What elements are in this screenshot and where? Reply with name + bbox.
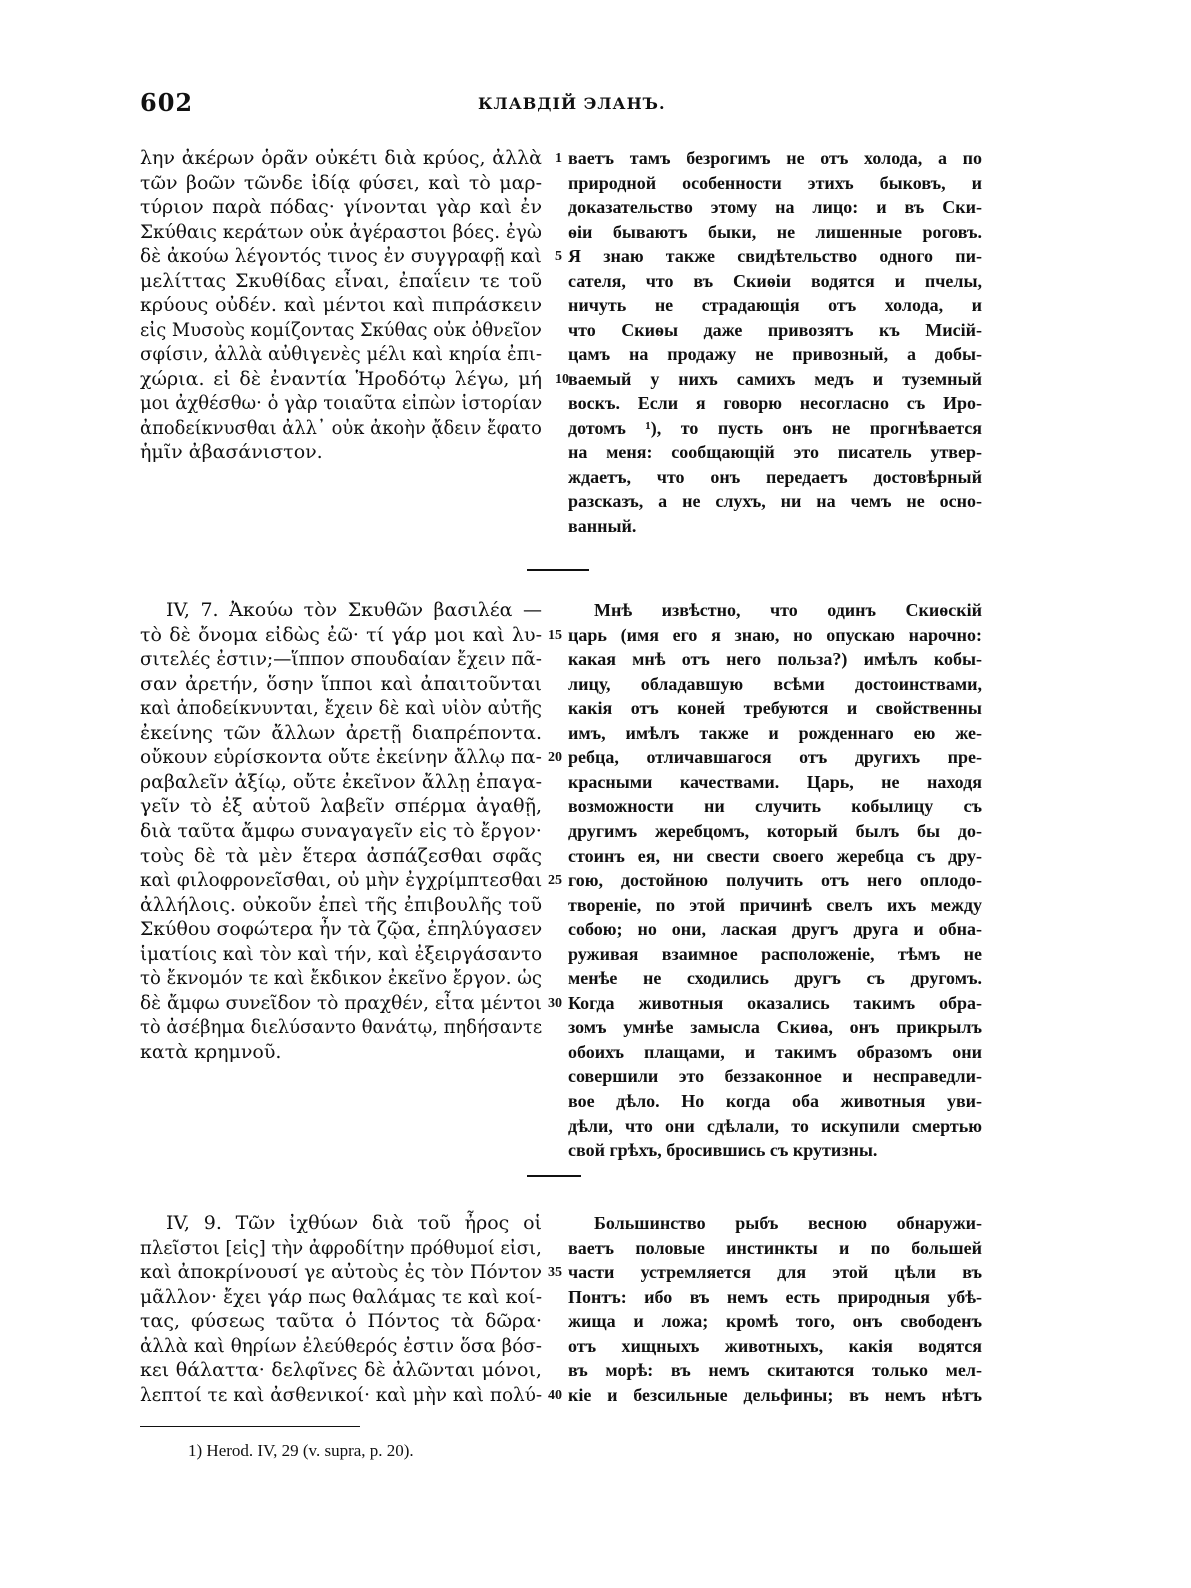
russian-translation-line: Когда животныя оказались такимъ обра- bbox=[568, 993, 982, 1013]
line-number: 5 bbox=[555, 249, 562, 264]
greek-text-line: ἐκείνης τῶν ἄλλων ἀρετῇ διαπρέποντα. bbox=[140, 722, 542, 744]
greek-text-line: σφίσιν, ἀλλὰ αὐθιγενὲς μέλι καὶ κηρία ἐπι- bbox=[140, 343, 543, 365]
greek-text-line: δὲ ἀκούω λέγοντός τινος ἐν συγγραφῇ καὶ bbox=[140, 245, 542, 267]
russian-translation-line: въ морѣ: въ немъ скитаются только мел- bbox=[568, 1360, 982, 1380]
greek-text-line: ἀποδείκνυσθαι ἀλλ᾽ οὐκ ἀκοὴν ᾄδειν ἔφατο bbox=[140, 417, 542, 439]
greek-text-line: μοι ἀχθέσθω· ὁ γὰρ τοιαῦτα εἰπὼν ἱστορίαν bbox=[140, 392, 543, 414]
russian-translation-line: имъ, имѣлъ также и рожденнаго ею же- bbox=[568, 723, 983, 743]
greek-text-line: Σκύθου σοφώτερα ἦν τὰ ζῷα, ἐπηλύγασεν bbox=[140, 918, 543, 940]
line-number: 30 bbox=[548, 996, 562, 1011]
footnote-rule bbox=[140, 1426, 360, 1427]
russian-translation-line: свой грѣхъ, бросившись съ крутизны. bbox=[568, 1140, 878, 1160]
russian-translation-line: красными качествами. Царь, не находя bbox=[568, 772, 982, 792]
greek-text-line: IV, 7. Ἀκούω τὸν Σκυθῶν βασιλέα — bbox=[166, 599, 543, 621]
greek-text-line: τοὺς δὲ τὰ μὲν ἕτερα ἀσπάζεσθαι σφᾶς bbox=[140, 845, 543, 867]
russian-translation-line: Большинство рыбъ весною обнаружи- bbox=[594, 1213, 982, 1233]
russian-translation-line: природной особенности этихъ быковъ, и bbox=[568, 173, 982, 193]
russian-translation-line: руживая взаимное расположеніе, тѣмъ не bbox=[568, 944, 983, 964]
russian-translation-line: стоинъ ея, ни свести своего жеребца съ дру- bbox=[568, 846, 982, 866]
russian-translation-line: воскъ. Если я говорю несогласно съ Иро- bbox=[568, 393, 983, 413]
greek-text-line: μελίττας Σκυθίδας εἶναι, ἐπαΐειν τε τοῦ bbox=[140, 270, 543, 292]
russian-translation-line: ваемый у нихъ самихъ медъ и туземный bbox=[568, 369, 982, 389]
russian-translation-line: что Скиѳы даже привозятъ къ Мисій- bbox=[568, 320, 982, 340]
greek-text-line: μᾶλλον· ἔχει γάρ πως θαλάμας τε καὶ κοί- bbox=[140, 1286, 543, 1308]
greek-text-line: πλεῖστοι [εἰς] τὴν ἀφροδίτην πρόθυμοί εἰσι, bbox=[140, 1237, 542, 1259]
line-number: 25 bbox=[548, 873, 562, 888]
greek-text-line: καὶ ἀποκρίνουσί γε αὐτοὺς ἐς τὸν Πόντον bbox=[140, 1261, 543, 1283]
greek-text-line: καὶ ἀποδείκνυνται, ἔχειν δὲ καὶ υἱὸν αὐτῆς bbox=[140, 697, 542, 719]
russian-translation-line: кіе и безсильные дельфины; въ немъ нѣтъ bbox=[568, 1385, 983, 1405]
russian-translation-line: царь (имя его я знаю, но опускаю нарочно: bbox=[568, 625, 983, 645]
greek-text-line: ἱματίοις καὶ τὸν καὶ τήν, καὶ ἐξειργάσαντο bbox=[140, 943, 543, 965]
russian-translation-line: Я знаю также свидѣтельство одного пи- bbox=[568, 246, 982, 266]
russian-translation-line: ваетъ половые инстинкты и по большей bbox=[568, 1238, 982, 1258]
russian-translation-line: части устремляется для этой цѣли въ bbox=[568, 1262, 982, 1282]
greek-text-line: χώρια. εἰ δὲ ἐναντία Ἡροδότῳ λέγω, μή bbox=[140, 368, 542, 390]
russian-translation-line: лицу, обладавшую всѣми достоинствами, bbox=[568, 674, 982, 694]
greek-text-line: τῶν βοῶν τῶνδε ἰδίᾳ φύσει, καὶ τὸ μαρ- bbox=[140, 172, 542, 194]
greek-text-line: κρύους οὐδέν. καὶ μέντοι καὶ πιπράσκειν bbox=[140, 294, 542, 316]
page-number: 602 bbox=[140, 88, 194, 117]
greek-text-line: γεῖν τὸ ἐξ αὑτοῦ λαβεῖν σπέρμα ἀγαθῇ, bbox=[140, 795, 543, 817]
russian-translation-line: собою; но они, лаская другъ друга и обна- bbox=[568, 919, 983, 939]
greek-text-line: ἀλλήλοις. οὐκοῦν ἐπεὶ τῆς ἐπιβουλῆς τοῦ bbox=[140, 894, 542, 916]
greek-text-line: τὸ ἔκνομόν τε καὶ ἔκδικον ἐκεῖνο ἔργον. ὡς bbox=[140, 967, 543, 989]
greek-text-line: τας, φύσεως ταῦτα ὁ Πόντος τὰ δῶρα· bbox=[140, 1310, 543, 1332]
russian-translation-line: твореніе, по этой причинѣ свелъ ихъ между bbox=[568, 895, 982, 915]
greek-text-line: κατὰ κρημνοῦ. bbox=[140, 1041, 282, 1063]
russian-translation-line: совершили это беззаконное и несправедли- bbox=[568, 1066, 982, 1086]
greek-text-line: καὶ φιλοφρονεῖσθαι, οὐ μὴν ἐγχρίμπτεσθαι bbox=[140, 869, 543, 891]
section-divider bbox=[527, 569, 589, 571]
greek-text-line: διὰ ταῦτα ἄμφω συναγαγεῖν εἰς τὸ ἔργον· bbox=[140, 820, 542, 842]
greek-text-line: κει θάλαττα· δελφῖνες δὲ ἀλῶνται μόνοι, bbox=[140, 1359, 542, 1381]
russian-translation-line: доказательство этому на лицо: и въ Ски- bbox=[568, 197, 982, 217]
greek-text-line: σαν ἀρετήν, ὅσην ἵπποι καὶ ἀπαιτοῦνται bbox=[140, 673, 542, 695]
russian-translation-line: вое дѣло. Но когда оба животныя уви- bbox=[568, 1091, 983, 1111]
russian-translation-line: гою, достойною получить отъ него оплодо- bbox=[568, 870, 982, 890]
greek-text-line: τύριον παρὰ πόδας· γίνονται γὰρ καὶ ἐν bbox=[140, 196, 543, 218]
line-number: 35 bbox=[548, 1265, 562, 1280]
russian-translation-line: менѣе не сходились другъ съ другомъ. bbox=[568, 968, 982, 988]
greek-text-line: IV, 9. Τῶν ἰχθύων διὰ τοῦ ἦρος οἱ bbox=[166, 1212, 542, 1234]
russian-translation-line: какія отъ коней требуются и свойственны bbox=[568, 698, 982, 718]
russian-translation-line: ребца, отличавшагося отъ другихъ пре- bbox=[568, 747, 982, 767]
greek-text-line: ἡμῖν ἀβασάνιστον. bbox=[140, 441, 323, 463]
line-number: 1 bbox=[555, 151, 562, 166]
greek-text-line: εἰς Μυσοὺς κομίζοντας Σκύθας οὐκ ὀθνεῖον bbox=[140, 319, 542, 341]
line-number: 40 bbox=[548, 1388, 562, 1403]
russian-translation-line: ждаетъ, что онъ передаетъ достовѣрный bbox=[568, 467, 982, 487]
russian-translation-line: обоихъ плащами, и такимъ образомъ они bbox=[568, 1042, 983, 1062]
russian-translation-line: возможности ни случить кобылицу съ bbox=[568, 796, 983, 816]
russian-translation-line: Мнѣ извѣстно, что одинъ Скиѳскій bbox=[594, 600, 983, 620]
russian-translation-line: разсказъ, а не слухъ, ни на чемъ не осно- bbox=[568, 491, 983, 511]
line-number: 15 bbox=[548, 628, 562, 643]
russian-translation-line: зомъ умнѣе замысла Скиѳа, онъ прикрылъ bbox=[568, 1017, 982, 1037]
greek-text-line: ἀλλὰ καὶ θηρίων ἐλεύθερός ἐστιν ὅσα βόσ- bbox=[140, 1335, 542, 1357]
russian-translation-line: цамъ на продажу не привозный, а добы- bbox=[568, 344, 983, 364]
russian-translation-line: на меня: сообщающій это писатель утвер- bbox=[568, 442, 983, 462]
russian-translation-line: ничуть не страдающія отъ холода, и bbox=[568, 295, 983, 315]
russian-translation-line: жища и ложа; кромѣ того, онъ свободенъ bbox=[568, 1311, 983, 1331]
footnote: 1) Herod. IV, 29 (v. supra, p. 20). bbox=[188, 1441, 414, 1460]
russian-translation-line: сателя, что въ Скиѳіи водятся и пчелы, bbox=[568, 271, 983, 291]
russian-translation-line: какая мнѣ отъ него польза?) имѣлъ кобы- bbox=[568, 649, 983, 669]
greek-text-line: σιτελές ἐστιν;—ἵππον σπουδαίαν ἔχειν πᾶ- bbox=[140, 648, 542, 670]
section-divider bbox=[527, 1175, 581, 1177]
greek-text-line: τὸ δὲ ὄνομα εἰδὼς ἐῶ· τί γάρ μοι καὶ λυ- bbox=[140, 624, 543, 646]
greek-text-line: ραβαλεῖν ἀξίῳ, οὔτε ἐκεῖνον ἄλλῃ ἐπαγα- bbox=[140, 771, 543, 793]
russian-translation-line: ѳіи бываютъ быки, не лишенные роговъ. bbox=[568, 222, 983, 242]
russian-translation-line: дотомъ ¹), то пусть онъ не прогнѣвается bbox=[568, 418, 982, 438]
greek-text-line: Σκύθαις κεράτων οὐκ ἀγέραστοι βόες. ἐγὼ bbox=[140, 221, 542, 243]
russian-translation-line: другимъ жеребцомъ, который былъ бы до- bbox=[568, 821, 983, 841]
greek-text-line: λεπτοί τε καὶ ἀσθενικοί· καὶ μὴν καὶ πολύ- bbox=[140, 1384, 543, 1406]
russian-translation-line: ваетъ тамъ безрогимъ не отъ холода, а по bbox=[568, 148, 983, 168]
greek-text-line: οὔκουν εὑρίσκοντα οὔτε ἐκείνην ἄλλῳ πα- bbox=[140, 746, 542, 768]
running-title: КЛАВДІЙ ЭЛАНЪ. bbox=[478, 94, 666, 113]
greek-text-line: τὸ ἀσέβημα διελύσαντο θανάτῳ, πηδήσαντε bbox=[140, 1016, 543, 1038]
greek-text-line: λην ἀκέρων ὁρᾶν οὐκέτι διὰ κρύος, ἀλλὰ bbox=[140, 147, 543, 169]
line-number: 10 bbox=[555, 372, 569, 387]
russian-translation-line: отъ хищныхъ животныхъ, какія водятся bbox=[568, 1336, 982, 1356]
russian-translation-line: дѣли, что они сдѣлали, то искупили смертью bbox=[568, 1116, 982, 1136]
russian-translation-line: ванный. bbox=[568, 516, 637, 536]
russian-translation-line: Понтъ: ибо въ немъ есть природныя убѣ- bbox=[568, 1287, 982, 1307]
line-number: 20 bbox=[548, 750, 562, 765]
greek-text-line: δὲ ἄμφω συνεῖδον τὸ πραχθέν, εἶτα μέντοι bbox=[140, 992, 542, 1014]
